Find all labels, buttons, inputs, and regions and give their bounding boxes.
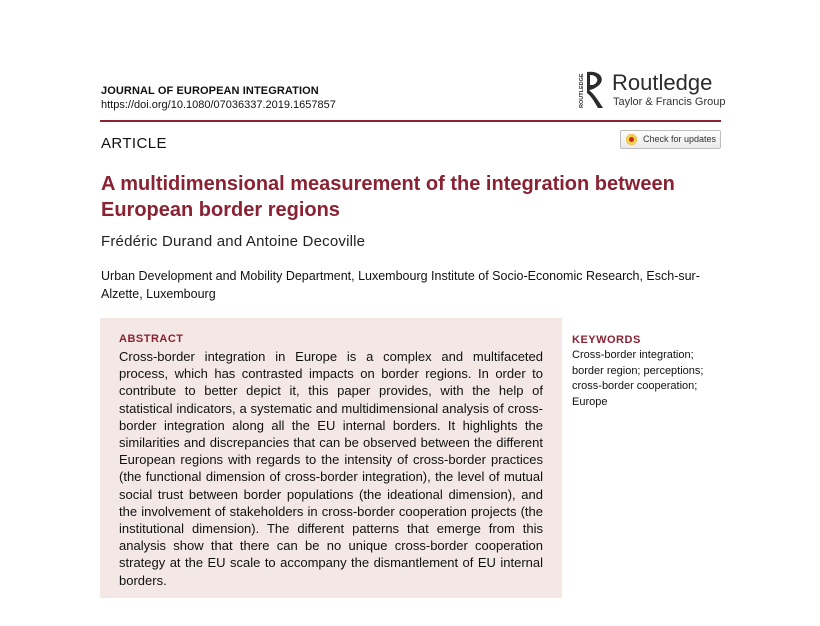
abstract-text: Cross-border integration in Europe is a complex and multifaceted process, which has contrasted impacts on border regions. In order to contribute to better depict it, this paper provides, with the help of statistical indicators, a systematic and multidimensional analysis of cross-border integration along all the EU internal borders. It highlights the similarities and discrepancies that can be observed between the different European regions with regards to the intensity of cross-border practices (the functional dimension of cross-border integration), the level of mutual social trust between border populations (the ideational dimension), and the involvement of stakeholders in cross-border cooperation projects (the institutional dimension). The different patterns that emerge from this analysis show that there can be no unique cross-border cooperation strategy at the EU scale to accompany the dismantlement of EU internal borders.: [119, 349, 543, 588]
publisher-name: Routledge: [612, 70, 713, 95]
keywords-list: [572, 348, 732, 410]
keyword-item: Cross-border integration;: [572, 349, 694, 361]
section-label: ARTICLE: [101, 135, 167, 152]
header-divider: [100, 120, 721, 122]
journal-info: [101, 84, 336, 112]
routledge-logo-icon: [576, 68, 610, 112]
logo-side-text: ROUTLEDGE: [579, 73, 585, 108]
keyword-item: border region; perceptions;: [572, 364, 704, 377]
doi-link[interactable]: https://doi.org/10.1080/07036337.2019.1657857: [101, 99, 336, 111]
crossmark-icon: [626, 134, 637, 145]
article-title: A multidimensional measurement of the integration between European border regions: [101, 173, 675, 221]
publisher-logo: [576, 68, 726, 112]
publisher-group: Taylor & Francis Group: [613, 96, 726, 108]
keywords-heading: KEYWORDS: [572, 334, 641, 346]
check-for-updates-label: Check for updates: [643, 134, 717, 144]
check-for-updates-button[interactable]: [620, 130, 721, 149]
keyword-item: cross-border cooperation;: [572, 380, 698, 392]
keywords-panel: [572, 333, 732, 410]
authors: Frédéric Durand and Antoine Decoville: [101, 233, 366, 250]
abstract-box: [100, 318, 562, 598]
journal-name: JOURNAL OF EUROPEAN INTEGRATION: [101, 85, 319, 97]
keyword-item: Europe: [572, 395, 608, 408]
abstract-heading: ABSTRACT: [119, 333, 184, 345]
affiliation: Urban Development and Mobility Department, Luxembourg Institute of Socio-Economic Research, Esch-sur-Alzette, Luxembourg: [101, 269, 700, 301]
